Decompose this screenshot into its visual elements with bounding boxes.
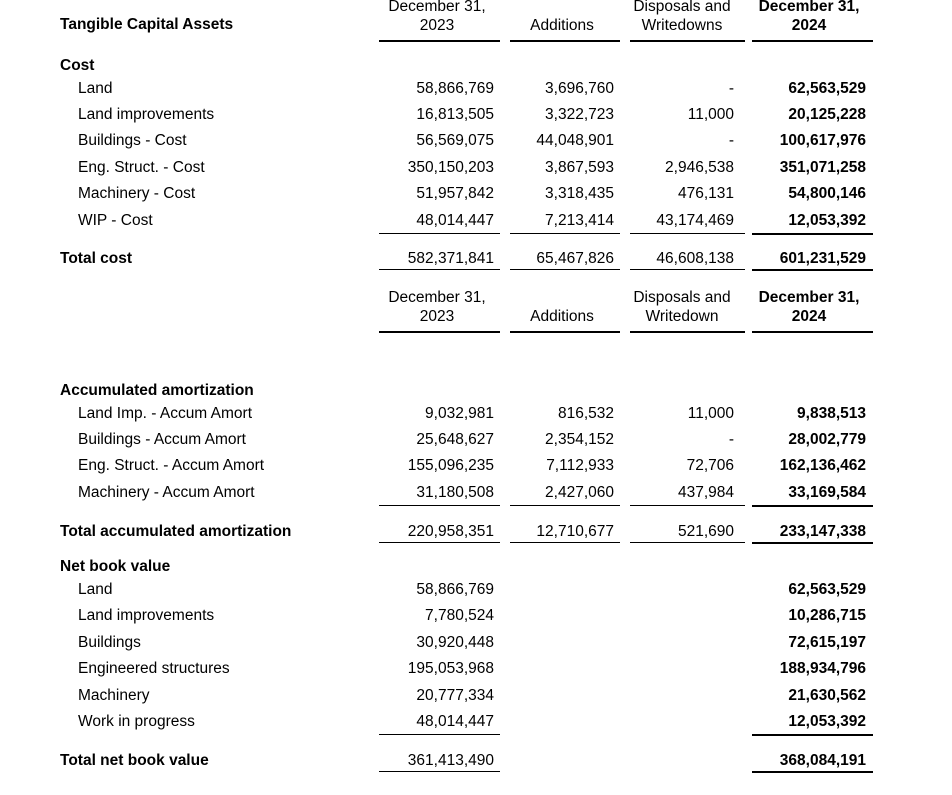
header-rule: [510, 40, 620, 42]
row-label: Buildings - Cost: [78, 132, 187, 149]
total-rule: [510, 269, 620, 270]
total-disposals: 46,608,138: [656, 250, 734, 267]
value-dec-2023: 58,866,769: [416, 581, 494, 598]
total-dec-2024: 601,231,529: [779, 250, 866, 267]
col-header-dec-2023: December 31, 2023: [388, 289, 486, 325]
col-header-additions: Additions: [530, 308, 594, 325]
row-label: Eng. Struct. - Cost: [78, 159, 205, 176]
value-disposals: -: [728, 431, 734, 448]
subtotal-rule: [510, 233, 620, 234]
total-disposals: 521,690: [677, 523, 734, 540]
value-dec-2023: 31,180,508: [416, 484, 494, 501]
value-additions: 3,322,723: [545, 106, 614, 123]
section-heading-cost: Cost: [60, 57, 95, 74]
col-header-disposals: Disposals and Writedown: [633, 289, 731, 325]
subtotal-rule: [379, 505, 500, 506]
value-dec-2023: 58,866,769: [416, 80, 494, 97]
row-label: Land: [78, 581, 113, 598]
total-dec-2024: 233,147,338: [779, 523, 866, 540]
value-dec-2024: 188,934,796: [779, 660, 866, 677]
row-label: WIP - Cost: [78, 212, 153, 229]
header-rule: [630, 40, 745, 42]
value-additions: 44,048,901: [536, 132, 614, 149]
row-label: Land improvements: [78, 607, 215, 624]
col-header-dec-2024: December 31, 2024: [758, 289, 860, 325]
value-dec-2024: 21,630,562: [788, 687, 866, 704]
value-additions: 816,532: [557, 405, 614, 422]
value-dec-2024: 100,617,976: [779, 132, 866, 149]
subtotal-rule: [752, 505, 873, 507]
value-disposals: 11,000: [687, 405, 734, 422]
row-label: Eng. Struct. - Accum Amort: [78, 457, 265, 474]
row-label: Engineered structures: [78, 660, 230, 677]
value-additions: 3,318,435: [545, 185, 614, 202]
total-additions: 65,467,826: [536, 250, 614, 267]
value-dec-2023: 51,957,842: [416, 185, 494, 202]
header-rule: [752, 331, 873, 333]
subtotal-rule: [630, 505, 745, 506]
value-disposals: 72,706: [686, 457, 734, 474]
value-dec-2024: 9,838,513: [797, 405, 866, 422]
value-dec-2023: 48,014,447: [416, 713, 494, 730]
value-dec-2024: 10,286,715: [788, 607, 866, 624]
col-header-dec-2024: December 31, 2024: [758, 0, 860, 34]
total-rule: [379, 771, 500, 772]
section-heading-amortization: Accumulated amortization: [60, 382, 254, 399]
value-disposals: 476,131: [677, 185, 734, 202]
subtotal-rule: [630, 233, 745, 234]
row-label: Buildings: [78, 634, 141, 651]
total-rule: [510, 542, 620, 543]
total-rule: [752, 542, 873, 544]
subtotal-rule: [379, 734, 500, 735]
total-rule: [630, 269, 745, 270]
row-label: Buildings - Accum Amort: [78, 431, 246, 448]
total-dec-2023: 582,371,841: [407, 250, 494, 267]
value-dec-2024: 72,615,197: [788, 634, 866, 651]
col-header-disposals: Disposals and Writedowns: [633, 0, 731, 34]
value-dec-2023: 7,780,524: [425, 607, 494, 624]
row-label: Machinery - Accum Amort: [78, 484, 255, 501]
value-additions: 2,354,152: [545, 431, 614, 448]
value-additions: 7,112,933: [546, 457, 614, 474]
row-label: Land improvements: [78, 106, 215, 123]
header-rule: [379, 331, 500, 333]
row-label: Work in progress: [78, 713, 195, 730]
table-title: Tangible Capital Assets: [60, 16, 234, 33]
total-dec-2023: 220,958,351: [407, 523, 494, 540]
value-disposals: 11,000: [687, 106, 734, 123]
value-dec-2023: 155,096,235: [407, 457, 494, 474]
col-header-additions: Additions: [530, 17, 594, 34]
total-label: Total net book value: [60, 752, 209, 769]
total-rule: [752, 771, 873, 773]
value-disposals: 2,946,538: [665, 159, 734, 176]
row-label: Machinery - Cost: [78, 185, 196, 202]
total-rule: [630, 542, 745, 543]
total-label: Total cost: [60, 250, 133, 267]
value-dec-2024: 20,125,228: [788, 106, 866, 123]
col-header-dec-2023: December 31, 2023: [388, 0, 486, 34]
total-additions: 12,710,677: [536, 523, 614, 540]
subtotal-rule: [752, 233, 873, 235]
header-rule: [630, 331, 745, 333]
value-dec-2023: 56,569,075: [416, 132, 494, 149]
value-dec-2023: 16,813,505: [416, 106, 494, 123]
total-rule: [379, 269, 500, 270]
value-disposals: -: [728, 80, 734, 97]
value-dec-2024: 62,563,529: [788, 581, 866, 598]
value-dec-2023: 30,920,448: [416, 634, 494, 651]
row-label: Land Imp. - Accum Amort: [78, 405, 253, 422]
value-dec-2024: 54,800,146: [788, 185, 866, 202]
value-dec-2024: 12,053,392: [788, 212, 866, 229]
total-rule: [379, 542, 500, 543]
section-heading-net-book-value: Net book value: [60, 558, 171, 575]
total-rule: [752, 269, 873, 271]
row-label: Machinery: [78, 687, 150, 704]
value-dec-2024: 162,136,462: [779, 457, 866, 474]
total-dec-2024: 368,084,191: [779, 752, 866, 769]
value-dec-2024: 62,563,529: [788, 80, 866, 97]
value-dec-2023: 9,032,981: [425, 405, 494, 422]
row-label: Land: [78, 80, 113, 97]
value-dec-2024: 33,169,584: [788, 484, 866, 501]
subtotal-rule: [379, 233, 500, 234]
value-dec-2024: 12,053,392: [788, 713, 866, 730]
value-dec-2024: 351,071,258: [779, 159, 866, 176]
total-dec-2023: 361,413,490: [407, 752, 494, 769]
value-additions: 7,213,414: [545, 212, 614, 229]
value-disposals: 43,174,469: [656, 212, 734, 229]
value-additions: 3,696,760: [545, 80, 614, 97]
value-additions: 3,867,593: [545, 159, 614, 176]
value-dec-2023: 350,150,203: [407, 159, 494, 176]
subtotal-rule: [510, 505, 620, 506]
value-disposals: 437,984: [677, 484, 734, 501]
header-rule: [752, 40, 873, 42]
value-disposals: -: [728, 132, 734, 149]
total-label: Total accumulated amortization: [60, 523, 292, 540]
header-rule: [510, 331, 620, 333]
value-additions: 2,427,060: [545, 484, 614, 501]
header-rule: [379, 40, 500, 42]
subtotal-rule: [752, 734, 873, 736]
value-dec-2023: 20,777,334: [416, 687, 494, 704]
value-dec-2023: 195,053,968: [407, 660, 494, 677]
value-dec-2023: 48,014,447: [416, 212, 494, 229]
value-dec-2023: 25,648,627: [416, 431, 494, 448]
value-dec-2024: 28,002,779: [788, 431, 866, 448]
